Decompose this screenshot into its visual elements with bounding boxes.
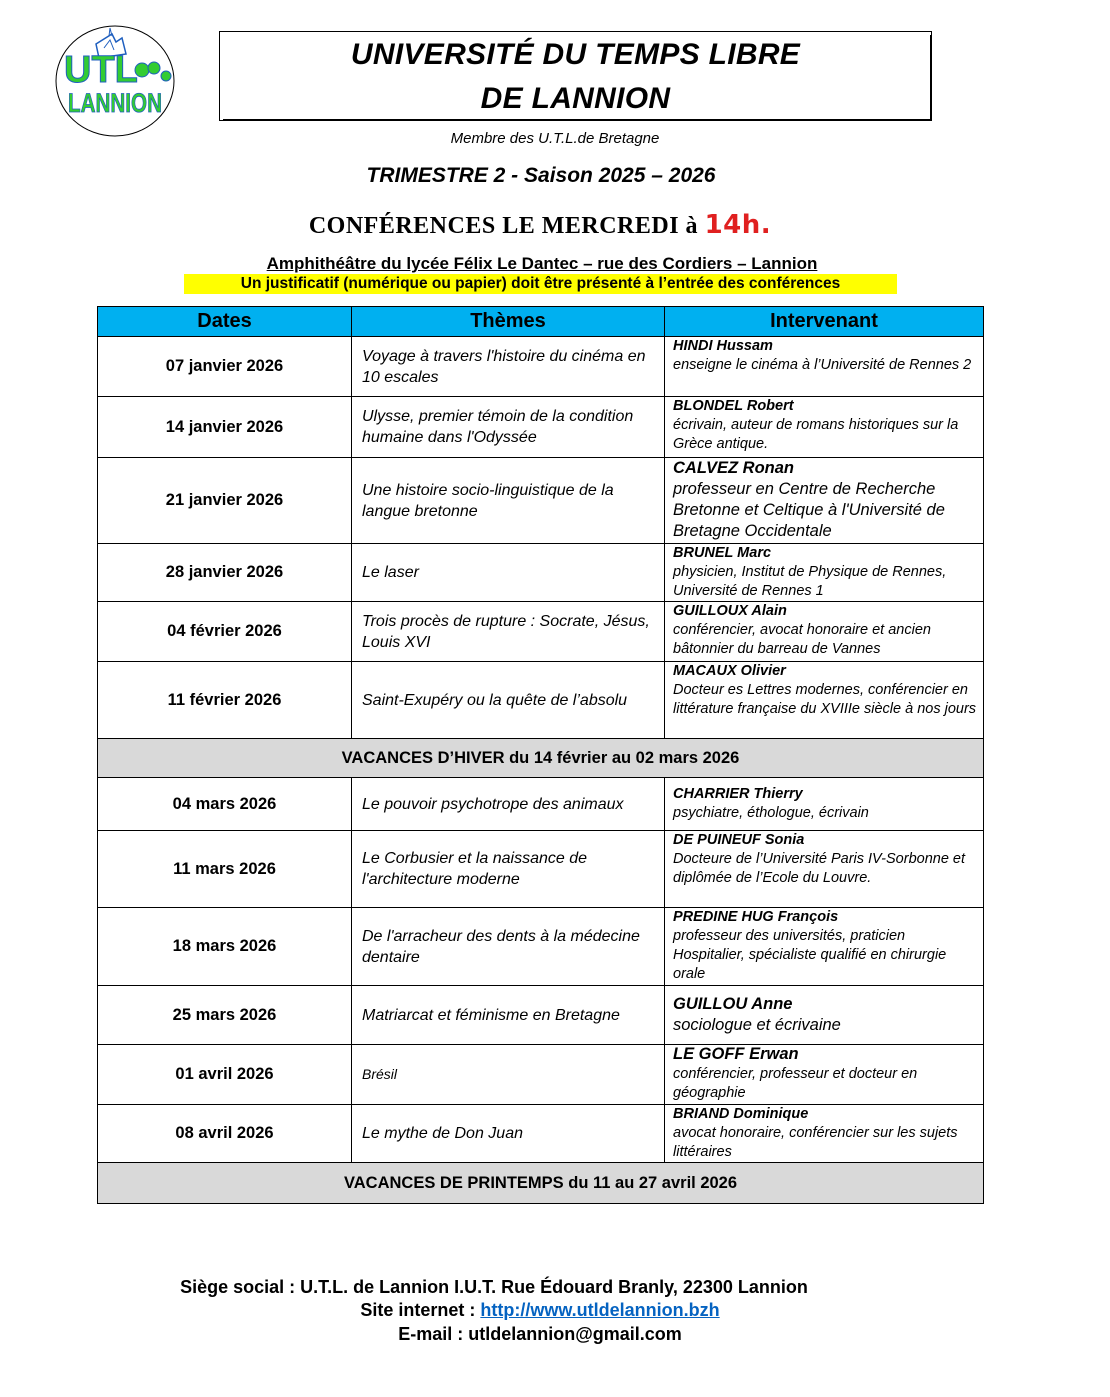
vacances-row	[98, 1163, 984, 1204]
speaker-role: professeur en Centre de Recherche Bretonne et Celtique à l'Université de Bretagne Occidentale	[673, 480, 945, 540]
table-row	[98, 908, 984, 986]
title-box	[219, 31, 932, 121]
row-date: 28 janvier 2026	[98, 544, 352, 602]
speaker-role: Docteure de l’Université Paris IV-Sorbonne et diplômée de l’Ecole du Louvre.	[673, 851, 966, 886]
column-header-speaker: Intervenant	[665, 307, 984, 337]
row-date: 04 février 2026	[98, 602, 352, 662]
footer-site-label: Site internet :	[360, 1300, 481, 1320]
row-theme: Saint-Exupéry ou la quête de l’absolu	[352, 662, 665, 739]
row-date: 07 janvier 2026	[98, 337, 352, 397]
logo-letters: UTL	[64, 49, 138, 91]
notice-banner: Un justificatif (numérique ou papier) doit être présenté à l’entrée des conférences	[184, 274, 897, 294]
column-header-themes: Thèmes	[352, 307, 665, 337]
table-row	[98, 662, 984, 739]
website-link[interactable]: http://www.utldelannion.bzh	[480, 1300, 720, 1320]
speaker-name: CHARRIER Thierry	[673, 786, 803, 802]
speaker-name: PREDINE HUG François	[673, 909, 839, 925]
table-row	[98, 778, 984, 831]
speaker-name: CALVEZ Ronan	[673, 459, 795, 477]
row-theme: Le Corbusier et la naissance de l'architecture moderne	[352, 831, 665, 908]
vacances-row	[98, 739, 984, 778]
row-theme: Trois procès de rupture : Socrate, Jésus, Louis XVI	[352, 602, 665, 662]
footer-siege: Siège social : U.T.L. de Lannion I.U.T. Rue Édouard Branly, 22300 Lannion	[180, 1277, 808, 1297]
conference-prefix: CONFÉRENCES LE MERCREDI à	[308, 213, 699, 239]
speaker-role: avocat honoraire, conférencier sur les sujets littéraires	[673, 1125, 958, 1160]
speaker-name: HINDI Hussam	[673, 338, 773, 354]
row-date: 14 janvier 2026	[98, 397, 352, 458]
row-speaker	[665, 602, 984, 662]
venue-line	[0, 254, 1084, 274]
column-header-dates: Dates	[98, 307, 352, 337]
table-row	[98, 458, 984, 544]
row-theme: Voyage à travers l'histoire du cinéma en 10 escales	[352, 337, 665, 397]
row-theme: De l'arracheur des dents à la médecine dentaire	[352, 908, 665, 986]
row-speaker	[665, 397, 984, 458]
speaker-role: Docteur es Lettres modernes, conférencier en littérature française du XVIIIe siècle à nos jours	[673, 682, 977, 717]
trimestre-line: TRIMESTRE 2 - Saison 2025 – 2026	[366, 164, 716, 187]
speaker-name: BLONDEL Robert	[673, 398, 794, 414]
table-row	[98, 831, 984, 908]
speaker-name: DE PUINEUF Sonia	[673, 832, 805, 848]
table-row	[98, 337, 984, 397]
row-speaker	[665, 337, 984, 397]
table-row	[98, 1045, 984, 1105]
row-speaker	[665, 1045, 984, 1105]
speaker-role: psychiatre, éthologue, écrivain	[673, 805, 869, 821]
title-line-2: DE LANNION	[480, 82, 671, 115]
row-theme: Brésil	[352, 1045, 665, 1105]
venue-text: Amphithéâtre du lycée Félix Le Dantec – rue des Cordiers – Lannion	[266, 254, 818, 273]
speaker-role: écrivain, auteur de romans historiques sur la Grèce antique.	[673, 417, 959, 452]
row-theme: Le laser	[352, 544, 665, 602]
row-theme: Une histoire socio-linguistique de la langue bretonne	[352, 458, 665, 544]
speaker-name: BRUNEL Marc	[673, 545, 772, 561]
speaker-name: BRIAND Dominique	[673, 1106, 809, 1122]
table-row	[98, 602, 984, 662]
table-row	[98, 397, 984, 458]
row-speaker	[665, 544, 984, 602]
row-date: 25 mars 2026	[98, 986, 352, 1045]
schedule-table	[97, 306, 984, 1204]
speaker-name: MACAUX Olivier	[673, 663, 786, 679]
speaker-role: conférencier, avocat honoraire et ancien bâtonnier du barreau de Vannes	[673, 622, 931, 657]
row-speaker	[665, 831, 984, 908]
footer-email: E-mail : utldelannion@gmail.com	[398, 1324, 682, 1344]
speaker-name: GUILLOUX Alain	[673, 603, 787, 619]
row-speaker	[665, 1105, 984, 1163]
logo-name: LANNION	[68, 88, 162, 118]
row-speaker	[665, 986, 984, 1045]
speaker-role: enseigne le cinéma à l’Université de Rennes 2	[673, 357, 972, 373]
row-theme: Le mythe de Don Juan	[352, 1105, 665, 1163]
row-speaker	[665, 778, 984, 831]
member-line: Membre des U.T.L.de Bretagne	[450, 130, 660, 147]
row-theme: Ulysse, premier témoin de la condition humaine dans l'Odyssée	[352, 397, 665, 458]
speaker-role: professeur des universités, praticien Hospitalier, spécialiste qualifié en chirurgie orale	[673, 928, 947, 982]
row-speaker	[665, 908, 984, 986]
table-row	[98, 1105, 984, 1163]
row-date: 18 mars 2026	[98, 908, 352, 986]
row-theme: Le pouvoir psychotrope des animaux	[352, 778, 665, 831]
row-date: 04 mars 2026	[98, 778, 352, 831]
conference-hour: 14h.	[704, 210, 772, 240]
vacances-hiver: VACANCES D’HIVER du 14 février au 02 mars 2026	[98, 739, 984, 778]
speaker-name: LE GOFF Erwan	[673, 1045, 799, 1063]
row-date: 21 janvier 2026	[98, 458, 352, 544]
vacances-printemps: VACANCES DE PRINTEMPS du 11 au 27 avril 2026	[98, 1163, 984, 1204]
speaker-name: GUILLOU Anne	[673, 995, 793, 1013]
table-header-row	[98, 307, 984, 337]
table-row	[98, 544, 984, 602]
row-theme: Matriarcat et féminisme en Bretagne	[352, 986, 665, 1045]
row-date: 11 mars 2026	[98, 831, 352, 908]
row-date: 11 février 2026	[98, 662, 352, 739]
row-date: 01 avril 2026	[98, 1045, 352, 1105]
speaker-role: conférencier, professeur et docteur en géographie	[673, 1066, 918, 1101]
table-row	[98, 986, 984, 1045]
speaker-role: physicien, Institut de Physique de Rennes, Université de Rennes 1	[673, 564, 947, 599]
speaker-role: sociologue et écrivaine	[673, 1016, 841, 1034]
title-line-1: UNIVERSITÉ DU TEMPS LIBRE	[350, 38, 801, 71]
footer-site	[0, 1300, 1080, 1321]
utl-logo	[54, 24, 176, 138]
conference-heading	[0, 210, 1080, 240]
row-date: 08 avril 2026	[98, 1105, 352, 1163]
row-speaker	[665, 662, 984, 739]
row-speaker	[665, 458, 984, 544]
